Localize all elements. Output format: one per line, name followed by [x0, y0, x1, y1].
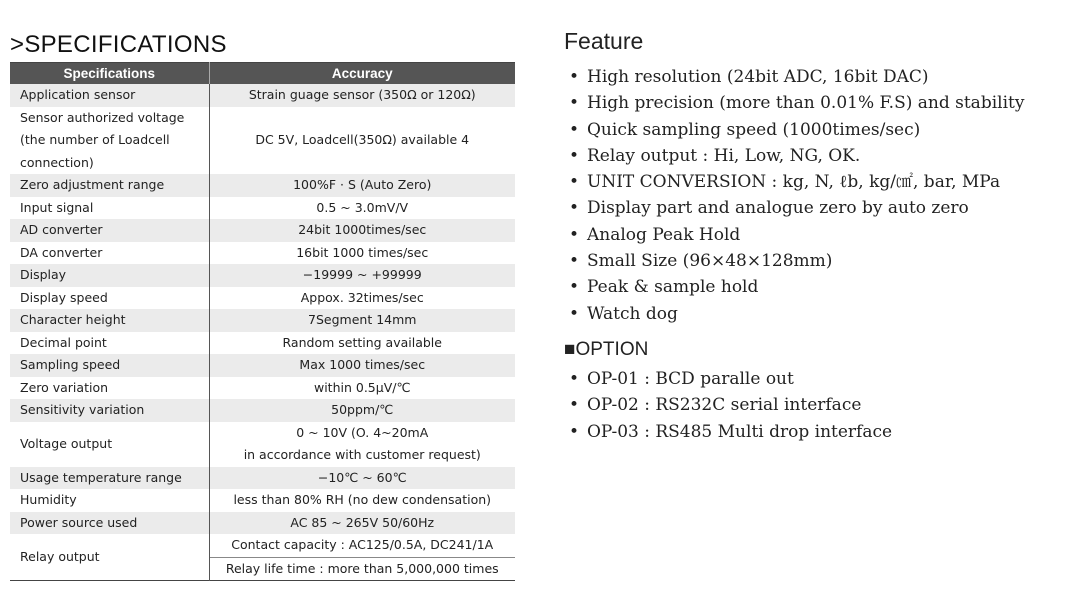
spec-value: 100%F · S (Auto Zero) [209, 174, 515, 197]
list-item [564, 90, 1059, 116]
table-row [10, 174, 515, 197]
header-specifications: Specifications [10, 63, 209, 85]
list-item [564, 366, 1059, 392]
bullet-icon: • [569, 119, 580, 140]
bullet-icon: • [569, 145, 580, 166]
bullet-icon: • [569, 395, 580, 416]
spec-label: Decimal point [10, 332, 209, 355]
spec-label: Voltage output [10, 422, 209, 467]
bullet-icon: • [569, 251, 580, 272]
table-row [10, 84, 515, 107]
spec-label-line: Sensor authorized voltage [20, 109, 185, 125]
table-row [10, 377, 515, 400]
spec-label: DA converter [10, 242, 209, 265]
feature-text: Small Size (96×48×128mm) [587, 251, 833, 272]
spec-value: within 0.5μV/℃ [313, 379, 411, 395]
spec-value: 16bit 1000 times/sec [296, 244, 429, 260]
spec-value: 50ppm/℃ [209, 399, 515, 422]
list-item [564, 222, 1059, 248]
spec-value: −10℃ ~ 60℃ [209, 467, 515, 490]
table-row [10, 534, 515, 557]
spec-value: Max 1000 times/sec [209, 354, 515, 377]
list-item [564, 195, 1059, 221]
table-row [10, 242, 515, 265]
spec-label [10, 107, 209, 175]
list-item [564, 419, 1059, 445]
spec-value: 24bit 1000times/sec [209, 219, 515, 242]
specifications-title: >SPECIFICATIONS [10, 31, 227, 58]
spec-label: Input signal [10, 197, 209, 220]
spec-label: Humidity [10, 489, 209, 512]
spec-value-line: Relay life time : more than 5,000,000 times [209, 557, 515, 581]
spec-label: Usage temperature range [10, 467, 209, 490]
bullet-icon: • [569, 172, 580, 193]
option-text: OP-02 : RS232C serial interface [587, 395, 862, 416]
feature-text: High resolution (24bit ADC, 16bit DAC) [587, 67, 929, 87]
feature-text: Display part and analogue zero by auto zero [587, 198, 969, 219]
option-title: ■OPTION [564, 338, 649, 360]
table-row [10, 489, 515, 512]
spec-label: AD converter [10, 219, 209, 242]
option-list [564, 366, 1059, 445]
bullet-icon: • [569, 198, 580, 219]
list-item [564, 64, 1059, 90]
spec-value: less than 80% RH (no dew condensation) [233, 492, 492, 507]
spec-value [209, 422, 515, 467]
spec-label-line: connection) [20, 154, 94, 170]
feature-section [564, 28, 1059, 445]
specifications-section [10, 32, 515, 581]
list-item [564, 274, 1059, 300]
table-row [10, 354, 515, 377]
spec-value-line: 0 ~ 10V (O. 4~20mA [296, 424, 429, 440]
spec-label-line: (the number of Loadcell [20, 132, 170, 147]
spec-label: Zero adjustment range [10, 174, 209, 197]
table-row [10, 219, 515, 242]
bullet-icon: • [569, 277, 580, 298]
feature-text: Peak & sample hold [587, 277, 759, 298]
spec-value: Appox. 32times/sec [300, 289, 424, 305]
spec-label: Display speed [10, 287, 209, 310]
feature-text: High precision (more than 0.01% F.S) and stability [587, 93, 1025, 114]
spec-label: Display [10, 264, 209, 287]
spec-label: Relay output [10, 534, 209, 581]
table-row [10, 512, 515, 535]
spec-label: Application sensor [10, 84, 209, 107]
option-text: OP-01 : BCD paralle out [587, 368, 794, 389]
bullet-icon: • [569, 93, 580, 114]
table-row [10, 264, 515, 287]
table-row [10, 332, 515, 355]
spec-value: 0.5 ~ 3.0mV/V [316, 199, 409, 215]
spec-value: 7Segment 14mm [209, 309, 515, 332]
spec-value: −19999 ~ +99999 [209, 264, 515, 287]
spec-label: Sampling speed [10, 354, 209, 377]
spec-label: Power source used [10, 512, 209, 535]
list-item [564, 143, 1059, 169]
table-row [10, 422, 515, 467]
spec-label: Zero variation [10, 377, 209, 400]
spec-value-line: in accordance with customer request) [243, 447, 481, 462]
table-row [10, 107, 515, 175]
spec-value: AC 85 ~ 265V 50/60Hz [209, 512, 515, 535]
feature-text: UNIT CONVERSION : kg, N, ℓb, kg/㎠, bar, MPa [587, 172, 1001, 193]
bullet-icon: • [569, 224, 580, 245]
table-row [10, 197, 515, 220]
bullet-icon: • [569, 421, 580, 442]
feature-text: Analog Peak Hold [587, 224, 741, 245]
spec-label: Sensitivity variation [10, 399, 209, 422]
spec-value-line: Contact capacity : AC125/0.5A, DC241/1A [209, 534, 515, 557]
spec-label: Character height [10, 309, 209, 332]
table-row [10, 287, 515, 310]
list-item [564, 392, 1059, 418]
feature-text: Relay output : Hi, Low, NG, OK. [587, 145, 861, 166]
bullet-icon: • [569, 67, 580, 87]
table-row [10, 467, 515, 490]
specifications-table [10, 62, 515, 581]
spec-value: DC 5V, Loadcell(350Ω) available 4 [255, 132, 470, 147]
feature-text: Quick sampling speed (1000times/sec) [587, 119, 921, 140]
spec-value: Strain guage sensor (350Ω or 120Ω) [209, 84, 515, 107]
list-item [564, 117, 1059, 143]
bullet-icon: • [569, 368, 580, 389]
list-item [564, 301, 1059, 327]
spec-value: Random setting available [282, 334, 442, 350]
list-item [564, 169, 1059, 195]
table-row [10, 309, 515, 332]
table-row [10, 399, 515, 422]
table-header-row [10, 63, 515, 85]
feature-text: Watch dog [587, 303, 678, 324]
feature-title: Feature [564, 28, 644, 54]
feature-list [564, 64, 1059, 327]
header-accuracy: Accuracy [209, 63, 515, 85]
option-text: OP-03 : RS485 Multi drop interface [587, 421, 893, 442]
bullet-icon: • [569, 303, 580, 324]
list-item [564, 248, 1059, 274]
